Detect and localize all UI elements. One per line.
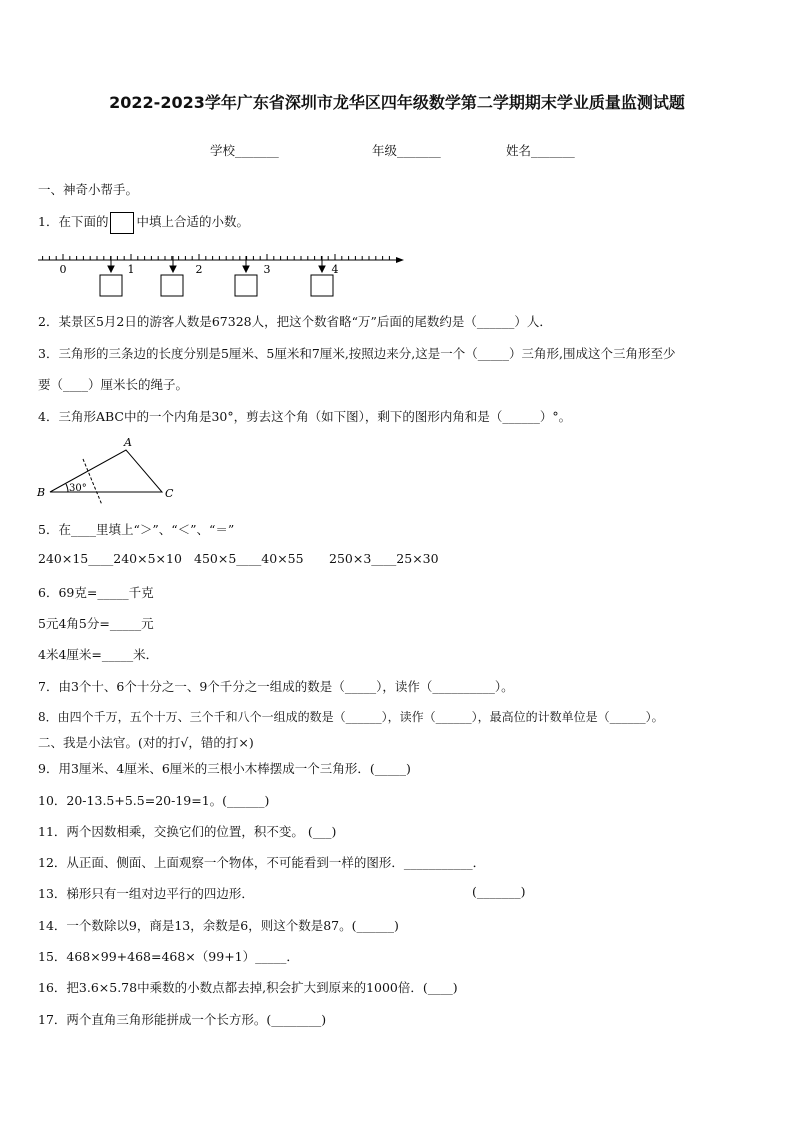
answer-box-1[interactable] bbox=[100, 275, 122, 296]
tick-label-4: 4 bbox=[331, 263, 339, 276]
page-title: 2022-2023学年广东省深圳市龙华区四年级数学第二学期期末学业质量监测试题 bbox=[109, 93, 685, 112]
question-6-line-3: 4米4厘米=_____米． bbox=[38, 647, 159, 662]
angle-label: 30° bbox=[69, 483, 87, 494]
question-5-item-1: 240×15____240×5×10 bbox=[38, 551, 182, 566]
question-8: 8．由四个千万，五个十万、三个千和八个一组成的数是（______），读作（______），最高位的计数单位是（______）。 bbox=[38, 710, 664, 724]
pointer-arrows bbox=[108, 256, 325, 272]
answer-box-3[interactable] bbox=[235, 275, 257, 296]
cut-line bbox=[83, 459, 102, 505]
pointer-arrowhead-1 bbox=[108, 266, 114, 272]
question-1-text-before: 1．在下面的 bbox=[38, 214, 109, 229]
question-9: 9．用3厘米、4厘米、6厘米的三根小木棒摆成一个三角形．(_____) bbox=[38, 761, 411, 776]
answer-box-4[interactable] bbox=[311, 275, 333, 296]
question-6-line-1: 6．69克=_____千克 bbox=[38, 585, 154, 600]
question-6-line-2: 5元4角5分=_____元 bbox=[38, 616, 154, 631]
number-line bbox=[36, 248, 406, 300]
question-1-text-after: 中填上合适的小数。 bbox=[136, 214, 249, 229]
question-15: 15．468×99+468=468×（99+1）_____． bbox=[38, 949, 299, 964]
triangle-figure bbox=[34, 435, 184, 505]
vertex-label-a: A bbox=[124, 436, 132, 449]
answer-box-sample bbox=[110, 212, 134, 234]
vertex-label-c: C bbox=[165, 487, 174, 500]
question-11: 11．两个因数相乘，交换它们的位置，积不变。 (___) bbox=[38, 824, 337, 839]
section-heading-1: 一、神奇小帮手。 bbox=[38, 182, 139, 197]
number-line-ticks bbox=[43, 254, 390, 260]
question-3-line-2: 要（____）厘米长的绳子。 bbox=[38, 377, 189, 392]
question-13: 13．梯形只有一组对边平行的四边形． bbox=[38, 886, 254, 901]
tick-label-1: 1 bbox=[127, 263, 135, 276]
question-2: 2．某景区5月2日的游客人数是67328人，把这个数省略“万”后面的尾数约是（______）人． bbox=[38, 314, 552, 329]
question-3-line-1: 3．三角形的三条边的长度分别是5厘米、5厘米和7厘米,按照边来分,这是一个（_____）三角形,围成这个三角形至少 bbox=[38, 346, 676, 361]
question-1 bbox=[38, 210, 249, 234]
school-field[interactable]: 学校_______ bbox=[210, 143, 279, 158]
answer-box-2[interactable] bbox=[161, 275, 183, 296]
tick-label-0: 0 bbox=[59, 263, 67, 276]
question-5-item-3: 250×3____25×30 bbox=[329, 551, 439, 566]
angle-arc bbox=[66, 484, 68, 492]
tick-label-2: 2 bbox=[195, 263, 203, 276]
number-line-labels bbox=[60, 263, 339, 276]
question-5: 5．在____里填上“＞”、“＜”、“＝” bbox=[38, 522, 235, 537]
name-field[interactable]: 姓名_______ bbox=[506, 143, 575, 158]
section-heading-2: 二、我是小法官。(对的打√，错的打×) bbox=[38, 735, 254, 750]
grade-field[interactable]: 年级_______ bbox=[372, 143, 441, 158]
pointer-arrowhead-3 bbox=[243, 266, 249, 272]
vertex-label-b: B bbox=[37, 486, 46, 499]
answer-boxes bbox=[100, 275, 333, 296]
question-17: 17．两个直角三角形能拼成一个长方形。(________) bbox=[38, 1012, 327, 1027]
question-16: 16．把3.6×5.78中乘数的小数点都去掉,积会扩大到原来的1000倍．(____) bbox=[38, 980, 458, 995]
question-10: 10．20-13.5+5.5=20-19=1。(______) bbox=[38, 793, 270, 808]
pointer-arrowhead-4 bbox=[319, 266, 325, 272]
question-7: 7．由3个十、6个十分之一、9个千分之一组成的数是（_____），读作（__________）。 bbox=[38, 679, 514, 694]
question-12: 12．从正面、侧面、上面观察一个物体，不可能看到一样的图形．___________． bbox=[38, 855, 486, 870]
pointer-arrowhead-2 bbox=[170, 266, 176, 272]
question-5-item-2: 450×5____40×55 bbox=[194, 551, 304, 566]
question-4: 4．三角形ABC中的一个内角是30°，剪去这个角（如下图），剩下的图形内角和是（______）°。 bbox=[38, 409, 572, 424]
student-info-row bbox=[0, 141, 794, 161]
number-line-arrow bbox=[396, 257, 404, 263]
question-13-answer-blank[interactable]: (_______) bbox=[472, 884, 526, 899]
tick-label-3: 3 bbox=[263, 263, 271, 276]
question-14: 14．一个数除以9，商是13，余数是6，则这个数是87。(______) bbox=[38, 918, 399, 933]
